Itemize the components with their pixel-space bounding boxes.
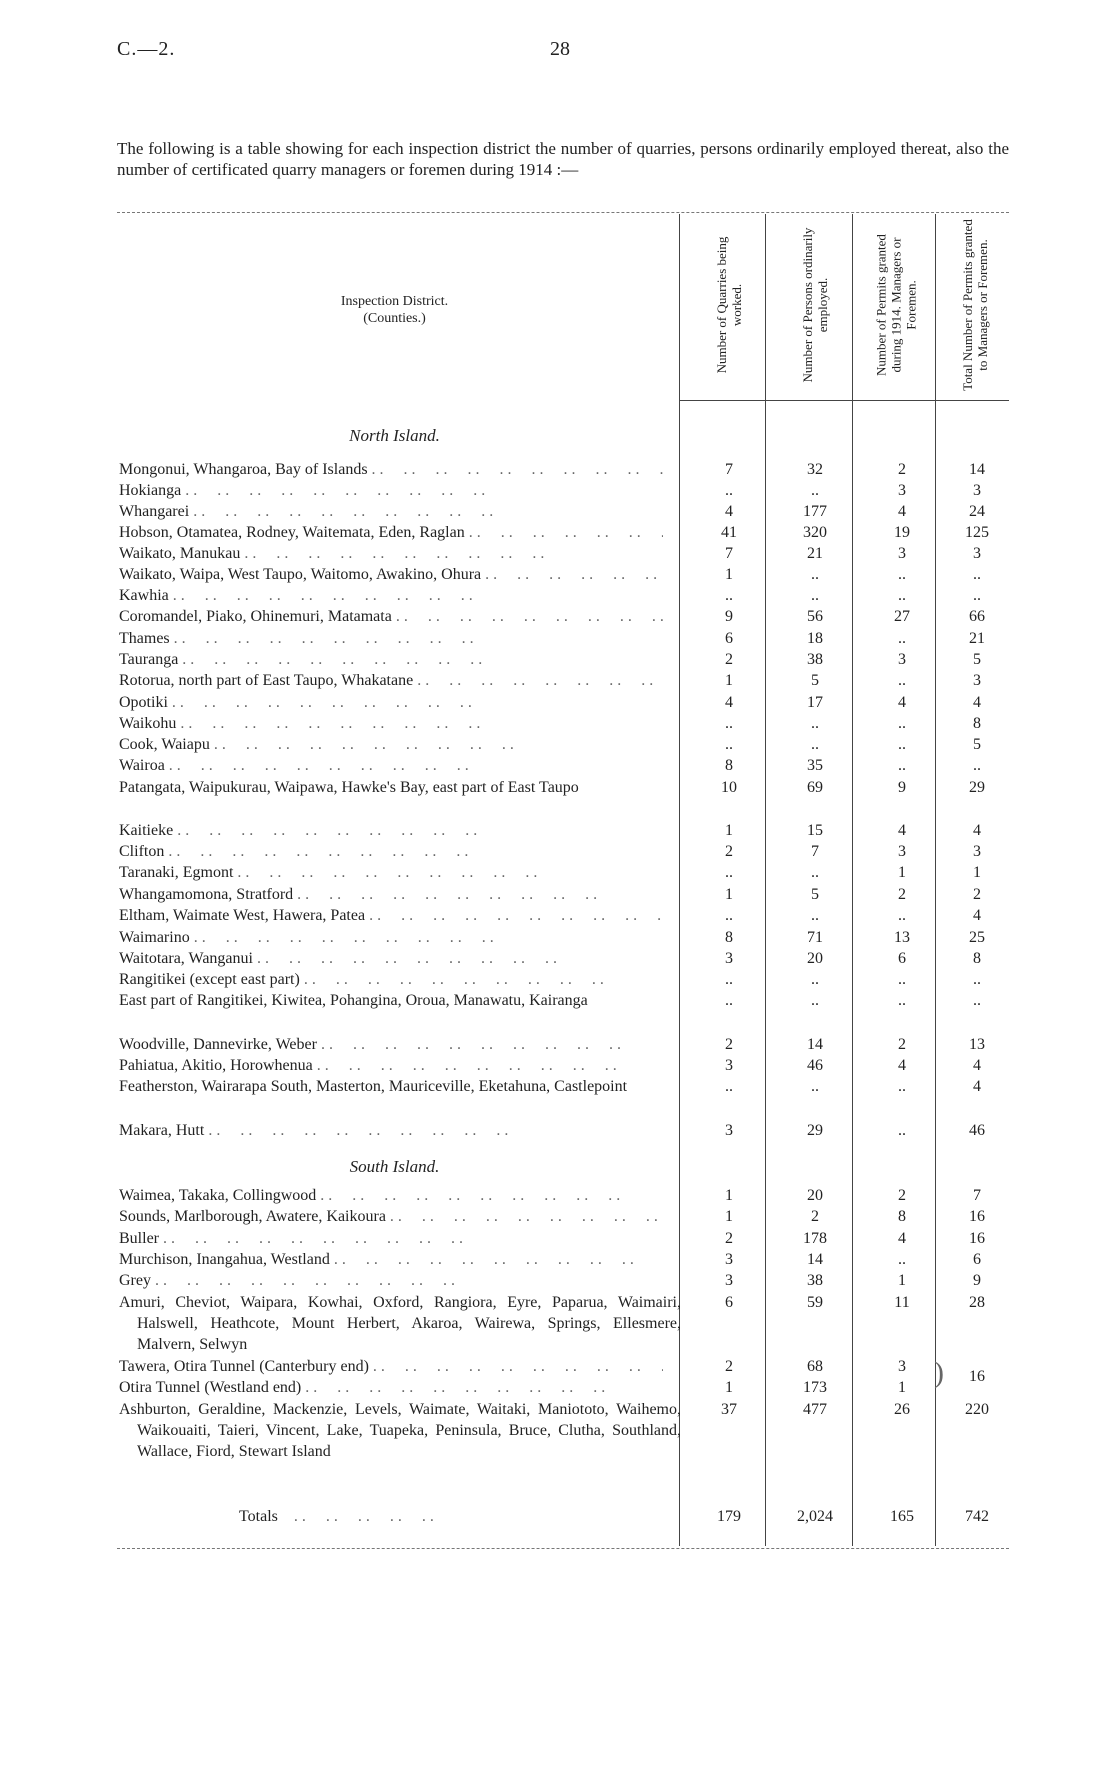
district-name: Patangata, Waipukurau, Waipawa, Hawke's Bay, east part of East Taupo bbox=[119, 779, 579, 796]
header-underline bbox=[679, 400, 1009, 401]
quarries-count: 1 bbox=[725, 566, 733, 583]
quarries-count: .. bbox=[725, 715, 733, 732]
district-name: Makara, Hutt . . bbox=[119, 1120, 663, 1141]
permits-count: .. bbox=[898, 566, 906, 583]
quarries-count: .. bbox=[725, 864, 733, 881]
permits-count: .. bbox=[898, 587, 906, 604]
quarries-count: 8 bbox=[725, 757, 733, 774]
total-permits-count: 25 bbox=[969, 929, 985, 946]
persons-count: 7 bbox=[811, 843, 819, 860]
total-permits-count: .. bbox=[973, 971, 981, 988]
total-permits-count: 9 bbox=[973, 1272, 981, 1289]
page-number: 28 bbox=[550, 38, 570, 60]
persons-count: 2 bbox=[811, 1208, 819, 1225]
permits-count: 3 bbox=[898, 843, 906, 860]
permits-count: 4 bbox=[898, 1230, 906, 1247]
persons-count: 320 bbox=[803, 524, 827, 541]
persons-count: .. bbox=[811, 971, 819, 988]
district-name: Amuri, Cheviot, Waipara, Kowhai, Oxford, Rangiora, Eyre, Paparua, Waimairi, Halswell, Heathcote, Mount Herbert, Akaroa, Wairewa, Springs, Ellesmere, Malvern, Selwyn bbox=[119, 1294, 681, 1353]
permits-count: 4 bbox=[898, 822, 906, 839]
permits-count: .. bbox=[898, 1078, 906, 1095]
district-name: Hobson, Otamatea, Rodney, Waitemata, Eden, Raglan . . bbox=[119, 522, 663, 543]
permits-count: 1 bbox=[898, 1379, 906, 1396]
quarries-count: 1 bbox=[725, 1379, 733, 1396]
permits-count: 8 bbox=[898, 1208, 906, 1225]
total-permits-count: 220 bbox=[965, 1401, 989, 1418]
quarries-count: 3 bbox=[725, 950, 733, 967]
persons-count: 69 bbox=[807, 779, 823, 796]
persons-count: 15 bbox=[807, 822, 823, 839]
total-permits-count: 24 bbox=[969, 503, 985, 520]
permits-count: .. bbox=[898, 971, 906, 988]
permits-count: 2 bbox=[898, 1036, 906, 1053]
total-permits-column-header bbox=[940, 212, 1010, 398]
district-name: Opotiki . . bbox=[119, 692, 663, 713]
total-permits-count: .. bbox=[973, 992, 981, 1009]
quarries-count: 2 bbox=[725, 1230, 733, 1247]
permits-count: .. bbox=[898, 736, 906, 753]
persons-count: 59 bbox=[807, 1294, 823, 1311]
column-divider-2 bbox=[765, 214, 766, 1546]
persons-count: 46 bbox=[807, 1057, 823, 1074]
permits-count: .. bbox=[898, 672, 906, 689]
quarries-count: 8 bbox=[725, 929, 733, 946]
district-name: Tawera, Otira Tunnel (Canterbury end) . . bbox=[119, 1356, 663, 1377]
total-permits-count: 4 bbox=[973, 1078, 981, 1095]
total-permits-overall: 742 bbox=[965, 1508, 989, 1525]
persons-count: 71 bbox=[807, 929, 823, 946]
total-permits-count: 13 bbox=[969, 1036, 985, 1053]
permits-count: 3 bbox=[898, 545, 906, 562]
total-permits-header-text: Total Number of Permits granted to Managers or Foremen. bbox=[960, 219, 990, 391]
district-name: Waitotara, Wanganui . . bbox=[119, 948, 663, 969]
total-permits-count: 16 bbox=[969, 1208, 985, 1225]
permits-count: .. bbox=[898, 907, 906, 924]
persons-count: 20 bbox=[807, 1187, 823, 1204]
quarries-count: 7 bbox=[725, 461, 733, 478]
quarries-count: .. bbox=[725, 971, 733, 988]
district-name: East part of Rangitikei, Kiwitea, Pohangina, Oroua, Manawatu, Kairanga bbox=[119, 992, 588, 1009]
district-name: Sounds, Marlborough, Awatere, Kaikoura . . bbox=[119, 1206, 663, 1227]
quarries-count: 3 bbox=[725, 1122, 733, 1139]
total-quarries: 179 bbox=[717, 1508, 741, 1525]
permits-count: 13 bbox=[894, 929, 910, 946]
permits-header-text: Number of Permits granted during 1914. Managers or Foremen. bbox=[873, 234, 919, 376]
persons-count: 17 bbox=[807, 694, 823, 711]
total-permits-count: .. bbox=[973, 587, 981, 604]
persons-count: .. bbox=[811, 907, 819, 924]
permits-count: 6 bbox=[898, 950, 906, 967]
quarries-count: 41 bbox=[721, 524, 737, 541]
permits-count: .. bbox=[898, 992, 906, 1009]
permits-count: .. bbox=[898, 757, 906, 774]
permits-count: 3 bbox=[898, 1358, 906, 1375]
persons-count: 38 bbox=[807, 651, 823, 668]
document-reference: C.—2. bbox=[117, 38, 176, 60]
permits-count: 4 bbox=[898, 1057, 906, 1074]
total-permits-count: 7 bbox=[973, 1187, 981, 1204]
permits-count: 1 bbox=[898, 864, 906, 881]
total-permits-count: 66 bbox=[969, 608, 985, 625]
total-permits-count: 4 bbox=[973, 907, 981, 924]
north-island-heading: North Island. bbox=[349, 426, 440, 445]
total-permits: 165 bbox=[890, 1508, 914, 1525]
quarries-count: 4 bbox=[725, 503, 733, 520]
persons-count: .. bbox=[811, 736, 819, 753]
quarries-count: .. bbox=[725, 907, 733, 924]
quarries-count: 37 bbox=[721, 1401, 737, 1418]
south-island-heading: South Island. bbox=[349, 1157, 440, 1176]
total-permits-count: 46 bbox=[969, 1122, 985, 1139]
total-permits-count: 6 bbox=[973, 1251, 981, 1268]
permits-count: 3 bbox=[898, 482, 906, 499]
district-name: Kaitieke . . bbox=[119, 820, 663, 841]
quarries-count: 6 bbox=[725, 1294, 733, 1311]
persons-count: 178 bbox=[803, 1230, 827, 1247]
district-name: Cook, Waiapu . . bbox=[119, 734, 663, 755]
table-bottom-rule bbox=[117, 1548, 1009, 1549]
intro-paragraph: The following is a table showing for each inspection district the number of quarries, persons ordinarily employed thereat, also the number of certificated quarry managers or foremen during 1914 :— bbox=[117, 139, 1009, 179]
persons-count: 21 bbox=[807, 545, 823, 562]
district-name: Featherston, Wairarapa South, Masterton, Mauriceville, Eketahuna, Castlepoint bbox=[119, 1078, 628, 1095]
permits-count: 2 bbox=[898, 886, 906, 903]
quarries-count: 2 bbox=[725, 651, 733, 668]
total-permits-count: 21 bbox=[969, 630, 985, 647]
persons-count: .. bbox=[811, 482, 819, 499]
total-permits-count: 5 bbox=[973, 651, 981, 668]
district-name: Buller . . bbox=[119, 1228, 663, 1249]
total-permits-count: 3 bbox=[973, 482, 981, 499]
district-name: Eltham, Waimate West, Hawera, Patea . . bbox=[119, 905, 663, 926]
persons-count: .. bbox=[811, 1078, 819, 1095]
quarries-count: 1 bbox=[725, 1208, 733, 1225]
district-name: Rangitikei (except east part) . . bbox=[119, 969, 663, 990]
district-name: Otira Tunnel (Westland end) . . bbox=[119, 1377, 663, 1398]
total-permits-count: 28 bbox=[969, 1294, 985, 1311]
permits-count: .. bbox=[898, 1251, 906, 1268]
district-column-header bbox=[117, 293, 672, 327]
quarries-count: 1 bbox=[725, 886, 733, 903]
persons-count: 32 bbox=[807, 461, 823, 478]
total-permits-count: 4 bbox=[973, 822, 981, 839]
total-permits-count: 3 bbox=[973, 545, 981, 562]
quarries-count: 2 bbox=[725, 843, 733, 860]
total-permits-count: 5 bbox=[973, 736, 981, 753]
total-persons: 2,024 bbox=[797, 1508, 833, 1525]
total-permits-count: 4 bbox=[973, 1057, 981, 1074]
quarries-header-text: Number of Quarries being worked. bbox=[714, 236, 744, 374]
persons-count: 20 bbox=[807, 950, 823, 967]
quarries-column-header bbox=[694, 212, 764, 398]
persons-count: 35 bbox=[807, 757, 823, 774]
quarries-count: 6 bbox=[725, 630, 733, 647]
quarries-count: 9 bbox=[725, 608, 733, 625]
permits-count: 26 bbox=[894, 1401, 910, 1418]
persons-count: 5 bbox=[811, 886, 819, 903]
persons-count: 38 bbox=[807, 1272, 823, 1289]
persons-count: 68 bbox=[807, 1358, 823, 1375]
total-permits-count: 125 bbox=[965, 524, 989, 541]
district-name: Mongonui, Whangaroa, Bay of Islands . . bbox=[119, 459, 663, 480]
quarries-count: 2 bbox=[725, 1036, 733, 1053]
permits-count: .. bbox=[898, 1122, 906, 1139]
district-name: Whangamomona, Stratford . . bbox=[119, 884, 663, 905]
total-permits-count: 1 bbox=[973, 864, 981, 881]
total-permits-count: 14 bbox=[969, 461, 985, 478]
quarries-count: .. bbox=[725, 736, 733, 753]
totals-label: Totals . . . . . . . . . . bbox=[239, 1508, 434, 1525]
persons-count: .. bbox=[811, 992, 819, 1009]
district-name: Waimea, Takaka, Collingwood . . bbox=[119, 1185, 663, 1206]
quarries-count: 1 bbox=[725, 822, 733, 839]
permits-count: 4 bbox=[898, 503, 906, 520]
district-header-text: Inspection District. (Counties.) bbox=[340, 294, 449, 326]
persons-count: 177 bbox=[803, 503, 827, 520]
district-name: Waikato, Manukau . . bbox=[119, 543, 663, 564]
total-permits-count: 2 bbox=[973, 886, 981, 903]
permits-count: .. bbox=[898, 715, 906, 732]
persons-count: 56 bbox=[807, 608, 823, 625]
quarries-count: 3 bbox=[725, 1251, 733, 1268]
district-name: Kawhia . . bbox=[119, 585, 663, 606]
district-name: Waikohu . . bbox=[119, 713, 663, 734]
quarries-count: 10 bbox=[721, 779, 737, 796]
quarries-count: 1 bbox=[725, 1187, 733, 1204]
persons-count: .. bbox=[811, 715, 819, 732]
permits-column-header bbox=[861, 212, 931, 398]
district-name: Whangarei . . bbox=[119, 501, 663, 522]
quarries-count: 3 bbox=[725, 1272, 733, 1289]
total-permits-count: 8 bbox=[973, 715, 981, 732]
district-name: Waikato, Waipa, West Taupo, Waitomo, Awakino, Ohura . . bbox=[119, 564, 663, 585]
quarries-count: 4 bbox=[725, 694, 733, 711]
permits-count: 3 bbox=[898, 651, 906, 668]
total-permits-count: .. bbox=[973, 757, 981, 774]
persons-column-header bbox=[780, 212, 850, 398]
district-name: Waimarino . . bbox=[119, 927, 663, 948]
district-name: Grey . . bbox=[119, 1270, 663, 1291]
persons-count: .. bbox=[811, 587, 819, 604]
quarries-count: 7 bbox=[725, 545, 733, 562]
quarries-count: .. bbox=[725, 1078, 733, 1095]
district-name: Thames . . bbox=[119, 628, 663, 649]
shared-total-brace: ) bbox=[934, 1356, 944, 1389]
district-name: Taranaki, Egmont . . bbox=[119, 862, 663, 883]
permits-count: 2 bbox=[898, 461, 906, 478]
permits-count: 19 bbox=[894, 524, 910, 541]
permits-count: 2 bbox=[898, 1187, 906, 1204]
quarries-count: .. bbox=[725, 587, 733, 604]
district-name: Rotorua, north part of East Taupo, Whakatane . . bbox=[119, 670, 663, 691]
column-divider-3 bbox=[852, 214, 853, 1546]
district-name: Coromandel, Piako, Ohinemuri, Matamata . . bbox=[119, 606, 663, 627]
persons-count: 29 bbox=[807, 1122, 823, 1139]
persons-count: 18 bbox=[807, 630, 823, 647]
total-permits-count: .. bbox=[973, 566, 981, 583]
total-permits-count: 16 bbox=[969, 1230, 985, 1247]
district-name: Pahiatua, Akitio, Horowhenua . . bbox=[119, 1055, 663, 1076]
permits-count: 11 bbox=[894, 1294, 910, 1311]
permits-count: 4 bbox=[898, 694, 906, 711]
quarries-count: 2 bbox=[725, 1358, 733, 1375]
quarries-count: .. bbox=[725, 992, 733, 1009]
district-name: Clifton . . bbox=[119, 841, 663, 862]
total-permits-count: 8 bbox=[973, 950, 981, 967]
district-name: Wairoa . . bbox=[119, 755, 663, 776]
district-name: Ashburton, Geraldine, Mackenzie, Levels, Waimate, Waitaki, Maniototo, Waihemo, Waikouaiti, Taieri, Vincent, Lake, Tuapeka, Peninsula, Bruce, Clutha, Southland, Wallace, Fiord, Stewart Island bbox=[119, 1401, 681, 1460]
total-permits-count: 29 bbox=[969, 779, 985, 796]
persons-count: 14 bbox=[807, 1251, 823, 1268]
quarries-count: .. bbox=[725, 482, 733, 499]
persons-count: 14 bbox=[807, 1036, 823, 1053]
total-permits-count: 4 bbox=[973, 694, 981, 711]
district-name: Woodville, Dannevirke, Weber . . bbox=[119, 1034, 663, 1055]
persons-header-text: Number of Persons ordinarily employed. bbox=[800, 227, 830, 383]
persons-count: 477 bbox=[803, 1401, 827, 1418]
quarries-count: 3 bbox=[725, 1057, 733, 1074]
totals-label-text: Totals bbox=[239, 1508, 278, 1525]
permits-count: 27 bbox=[894, 608, 910, 625]
total-permits-count: 16 bbox=[969, 1368, 985, 1385]
quarries-count: 1 bbox=[725, 672, 733, 689]
total-permits-count: 3 bbox=[973, 843, 981, 860]
district-name: Tauranga . . bbox=[119, 649, 663, 670]
permits-count: 1 bbox=[898, 1272, 906, 1289]
persons-count: .. bbox=[811, 864, 819, 881]
total-permits-count: 3 bbox=[973, 672, 981, 689]
permits-count: .. bbox=[898, 630, 906, 647]
district-name: Hokianga . . bbox=[119, 480, 663, 501]
persons-count: .. bbox=[811, 566, 819, 583]
district-name: Murchison, Inangahua, Westland . . bbox=[119, 1249, 663, 1270]
permits-count: 9 bbox=[898, 779, 906, 796]
persons-count: 5 bbox=[811, 672, 819, 689]
persons-count: 173 bbox=[803, 1379, 827, 1396]
